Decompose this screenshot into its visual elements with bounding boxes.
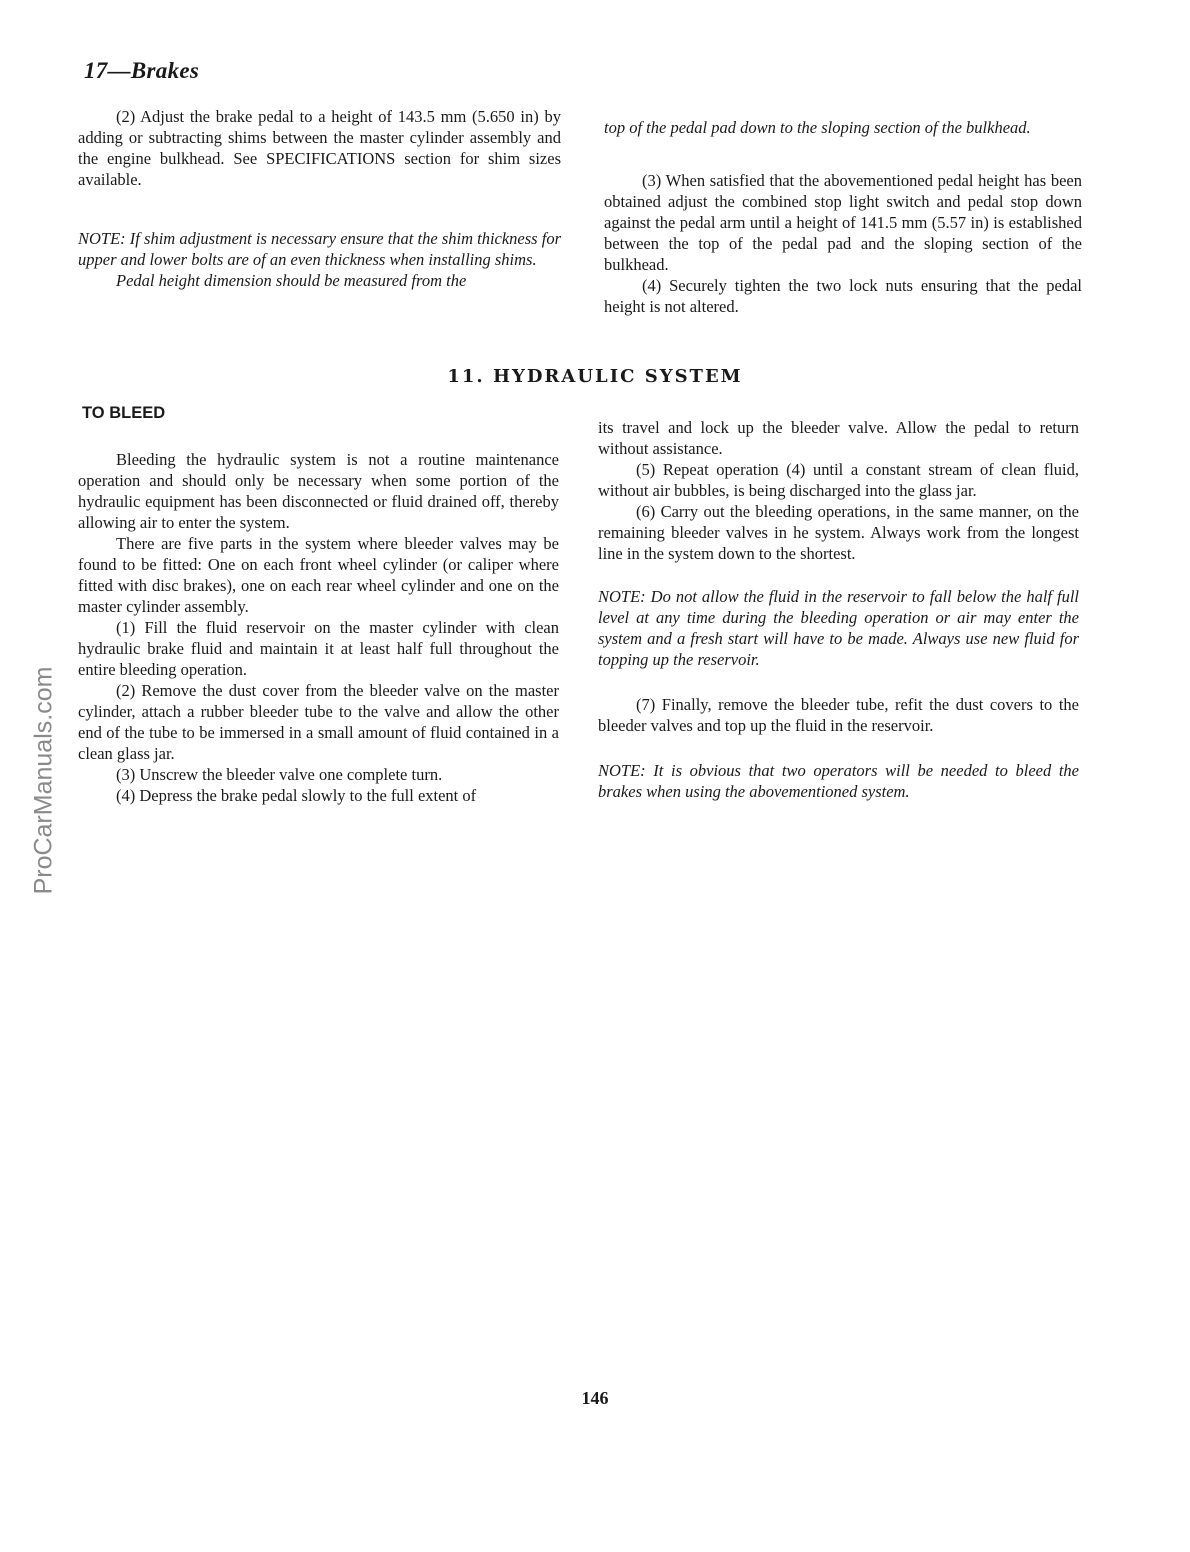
top-left-column xyxy=(78,106,561,291)
step-5-paragraph: (5) Repeat operation (4) until a constant stream of clean fluid, without air bubbles, is being discharged into the glass jar. xyxy=(598,460,1079,500)
top-right-column xyxy=(604,117,1082,317)
bottom-left-column xyxy=(78,449,559,806)
to-bleed-heading: TO BLEED xyxy=(82,404,166,422)
bottom-right-column xyxy=(598,417,1079,802)
step-1-paragraph: (1) Fill the fluid reservoir on the master cylinder with clean hydraulic brake fluid and maintain it at least half full throughout the entire bleeding operation. xyxy=(78,618,559,679)
step-7-paragraph: (7) Finally, remove the bleeder tube, refit the dust covers to the bleeder valves and top up the fluid in the reservoir. xyxy=(598,695,1079,735)
lock-nuts-paragraph: (4) Securely tighten the two lock nuts ensuring that the pedal height is not altered. xyxy=(604,276,1082,316)
bleeder-valves-paragraph: There are five parts in the system where bleeder valves may be found to be fitted: One on each front wheel cylinder (or caliper where fitted with disc brakes), one on each rear wheel cylinder and one on the master cylinder assembly. xyxy=(78,534,559,616)
page-number: 146 xyxy=(581,1388,609,1408)
watermark xyxy=(20,640,68,920)
step-6-paragraph: (6) Carry out the bleeding operations, in the same manner, on the remaining bleeder valves in he system. Always work from the longest line in the system down to the shortest. xyxy=(598,502,1079,563)
step-4-paragraph: (4) Depress the brake pedal slowly to the full extent of xyxy=(116,786,477,805)
step-4-continued-paragraph: its travel and lock up the bleeder valve. Allow the pedal to return without assistance. xyxy=(598,418,1079,458)
shim-note: NOTE: If shim adjustment is necessary ensure that the shim thickness for upper and lower bolts are of an even thickness when installing shims. xyxy=(78,229,561,269)
pedal-height-note: Pedal height dimension should be measured from the xyxy=(116,271,467,290)
pedal-height-paragraph: (2) Adjust the brake pedal to a height of 143.5 mm (5.650 in) by adding or subtracting shims between the master cylinder assembly and the engine bulkhead. See SPECIFICATIONS section for shim sizes available. xyxy=(78,107,561,189)
pedal-height-note-continued: top of the pedal pad down to the sloping section of the bulkhead. xyxy=(604,118,1031,137)
running-header: 17—Brakes xyxy=(84,58,200,83)
watermark-text: ProCarManuals.com xyxy=(29,666,58,894)
step-2-paragraph: (2) Remove the dust cover from the bleeder valve on the master cylinder, attach a rubber bleeder tube to the valve and allow the other end of the tube to be immersed in a small amount of fluid contained in a clean glass jar. xyxy=(78,681,559,763)
operators-note: NOTE: It is obvious that two operators will be needed to bleed the brakes when using the abovementioned system. xyxy=(598,761,1079,801)
step-3-paragraph: (3) Unscrew the bleeder valve one complete turn. xyxy=(116,765,443,784)
reservoir-note: NOTE: Do not allow the fluid in the reservoir to fall below the half full level at any time during the bleeding operation or air may enter the system and a fresh start will have to be made. Always use new fluid for topping up the reservoir. xyxy=(598,587,1079,669)
stop-light-paragraph: (3) When satisfied that the abovementioned pedal height has been obtained adjust the combined stop light switch and pedal stop down against the pedal arm until a height of 141.5 mm (5.57 in) is established between the top of the pedal pad and the sloping section of the bulkhead. xyxy=(604,171,1082,274)
section-title: 11. HYDRAULIC SYSTEM xyxy=(447,366,743,387)
bleeding-intro-paragraph: Bleeding the hydraulic system is not a routine maintenance operation and should only be necessary when some portion of the hydraulic equipment has been disconnected or fluid drained off, thereby allowing air to enter the system. xyxy=(78,450,559,532)
